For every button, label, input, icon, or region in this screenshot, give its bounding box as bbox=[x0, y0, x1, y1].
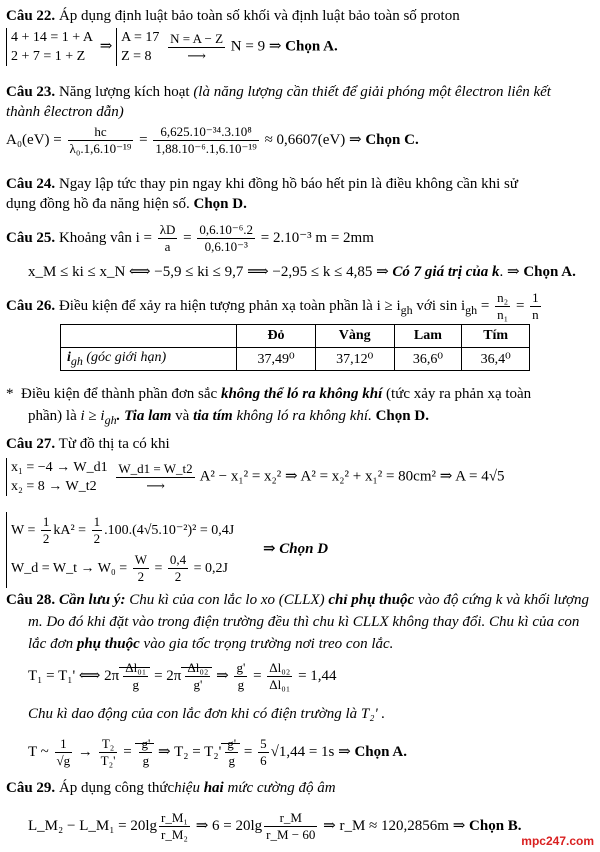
q29-heading: Câu 29. Áp dụng công thứchiệu hai mức cường độ âm bbox=[6, 780, 336, 796]
q27-heading: Câu 27. Từ đồ thị ta có khi bbox=[6, 436, 170, 452]
q27-system-2: W = $\frac{1}{2}$ kA² = $\frac{1}{2}$ .100.(4√5.10⁻²)² = 0,4J W_d = W_t → W₀ = $\frac{W}{2}$ = $\frac{0,4}{2}$ = 0,2J ⇒ Chọn D bbox=[6, 512, 328, 588]
q22-system-2: A = 17 Z = 8 bbox=[116, 28, 159, 66]
table-row-label: $i_{gh}$ (góc giới hạn) bbox=[61, 348, 237, 371]
q23-heading: Câu 23. Năng lượng kích hoạt (là năng lượng cần thiết để giải phóng một êlectron liên kết bbox=[6, 84, 551, 100]
table-cell: 37,49⁰ bbox=[237, 348, 316, 371]
table-header-cell: Vàng bbox=[315, 325, 394, 348]
q25-answer: Chọn A. bbox=[523, 264, 576, 280]
table-header-cell: Lam bbox=[394, 325, 462, 348]
critical-angle-table bbox=[60, 324, 530, 371]
q23-note-cont: thành êlectron dẫn) bbox=[6, 104, 124, 120]
q26-note-line-2: phần) là $i \ge i_{gh}$. Tia lam và tia tím không ló ra không khí. Chọn D. bbox=[28, 408, 429, 427]
table-header-cell: Tím bbox=[462, 325, 530, 348]
q26-line-1: Câu 26. Điều kiện để xảy ra hiện tượng phản xạ toàn phần là $i \ge i_{gh}$ với $\sin i_{gh}$ = $\frac{\text{n₂}}{\text{n₁}}$ = $\frac{1}{n}$ bbox=[6, 290, 539, 322]
q27-answer: ⇒ Chọn D bbox=[262, 541, 329, 558]
q28-line-1: Câu 28. Cần lưu ý: Chu kì của con lắc lo xo (CLLX) chỉ phụ thuộc vào độ cứng k và khối lượng bbox=[6, 592, 589, 608]
q24-answer: Chọn D. bbox=[193, 196, 247, 212]
table-row bbox=[61, 348, 530, 371]
q27-system-1: x₁ = −4 → W_d1 x₂ = 8 → W_t2 $\frac{W\_d1 = W\_t2}{⟶}$ A² − x₁² = x₂² ⇒ A² = x₂² + x₁² = 80cm² ⇒ A = 4√5 bbox=[6, 458, 504, 496]
table-cell: 36,4⁰ bbox=[462, 348, 530, 371]
table-cell: 37,12⁰ bbox=[315, 348, 394, 371]
q28-line-2: m. Do đó khi đặt vào trong điện trường đều thì chu kì CLLX không thay đổi. Chu kì của con bbox=[28, 614, 580, 630]
q23-answer: Chọn C. bbox=[365, 131, 419, 148]
table-header-cell bbox=[61, 325, 237, 348]
q22-equation: 4 + 14 = 1 + A 2 + 7 = 1 + Z ⇒ A = 17 Z = 8 $\frac{N = A - Z}{⟶}$ N = 9 ⇒ Chọn A. bbox=[6, 28, 338, 66]
q22-heading: Câu 22. Áp dụng định luật bảo toàn số khối và định luật bảo toàn số proton bbox=[6, 8, 460, 24]
q26-answer: Chọn D. bbox=[375, 408, 429, 424]
q25-line-1: Câu 25. Khoảng vân i = $\frac{\lambda D}{a}$ = $\frac{\text{0,6.10⁻⁶.2}}{\text{0,6.10⁻³}}$ = 2.10⁻³ m = 2mm bbox=[6, 222, 374, 254]
q28-line-4: Chu kì dao động của con lắc đơn khi có điện trường là T₂' . bbox=[28, 706, 386, 722]
q26-note-line-1: * Điều kiện để thành phần đơn sắc không thể ló ra không khí (tức xảy ra phản xạ toàn bbox=[6, 386, 532, 402]
q25-line-2: x_M ≤ ki ≤ x_N ⟺ −5,9 ≤ ki ≤ 9,7 ⟹ −2,95 ≤ k ≤ 4,85 ⇒ Có 7 giá trị của k. ⇒ Chọn A. bbox=[28, 264, 576, 280]
q29-answer: Chọn B. bbox=[469, 817, 522, 834]
q23-equation: A₀(eV) = $\frac{hc}{\text{λ₀.1,6.10⁻¹⁹}}$ = $\frac{\text{6,625.10⁻³⁴.3.10⁸}}{\text{1,88.10⁻⁶.1,6.10⁻¹⁹}}$ ≈ 0,6607(eV) ⇒ Chọn C. bbox=[6, 124, 419, 156]
q28-equation-2: T ~ $\frac{1}{√g}$ → $\frac{\text{T₂}}{\text{T₂'}}$ = $\frac{g'}{g}$ ⇒ T₂ = T₂' $\frac{g'}{g}$ = $\frac{5}{6}$ √1,44 = 1s ⇒ Chọn A. bbox=[28, 736, 407, 768]
q28-answer: Chọn A. bbox=[354, 743, 407, 760]
q24-line-2: dụng đồng hồ đa năng hiện số. Chọn D. bbox=[6, 196, 247, 212]
q22-answer: Chọn A. bbox=[285, 38, 338, 55]
table-header-cell: Đỏ bbox=[237, 325, 316, 348]
q24-line-1: Câu 24. Ngay lập tức thay pin ngay khi đồng hồ báo hết pin là điều không cần khi sử bbox=[6, 176, 519, 192]
table-cell: 36,6⁰ bbox=[394, 348, 462, 371]
watermark-logo: mpc247.com bbox=[521, 834, 594, 848]
q22-arrow: $\frac{N = A - Z}{⟶}$ bbox=[170, 30, 224, 63]
q22-system-1: 4 + 14 = 1 + A 2 + 7 = 1 + Z bbox=[6, 28, 93, 66]
q28-line-3: lắc đơn phụ thuộc vào gia tốc trọng trường nơi treo con lắc. bbox=[28, 636, 394, 652]
table-header-row bbox=[61, 325, 530, 348]
q28-equation-1: T₁ = T₁' ⟺ 2π $\frac{\text{Δl₀₁}}{g}$ = 2π $\frac{\text{Δl₀₂}}{g'}$ ⇒ $\frac{g'}{g}$ = $\frac{\text{Δl₀₂}}{\text{Δl₀₁}}$ = 1,44 bbox=[28, 660, 337, 692]
q29-equation: L_M₂ − L_M₁ = 20lg $\frac{\text{r\_M₁}}{\text{r\_M₂}}$ ⇒ 6 = 20lg $\frac{r\_M}{r\_M - 60}$ ⇒ r_M ≈ 120,2856m ⇒ Chọn B. bbox=[28, 810, 522, 842]
